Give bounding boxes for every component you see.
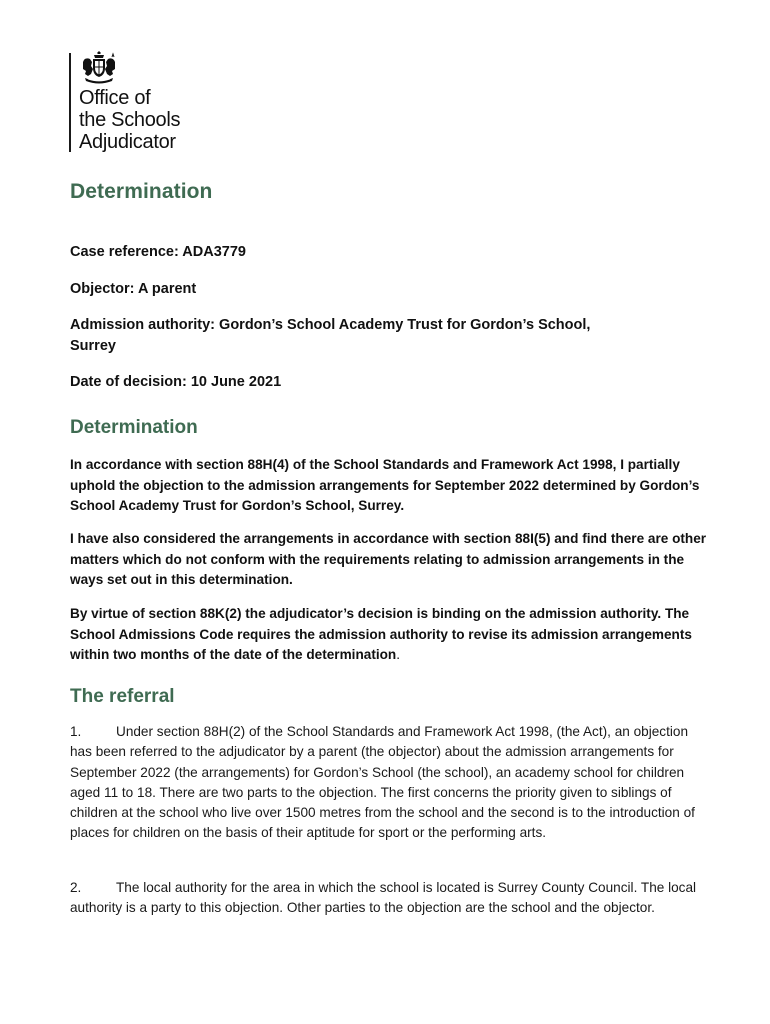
org-name-line3: Adjudicator bbox=[79, 131, 176, 153]
paragraph-text: The local authority for the area in which the school is located is Surrey County Council. The local authority is a party to this objection. Other parties to the objection are the school and the objector. bbox=[70, 880, 697, 916]
document-title: Determination bbox=[70, 180, 213, 203]
admission-authority bbox=[70, 315, 710, 357]
admission-authority-line1: Admission authority: Gordon’s School Academy Trust for Gordon’s School, bbox=[70, 317, 591, 333]
referral-heading: The referral bbox=[70, 686, 175, 707]
determination-paragraph-3-end: . bbox=[396, 647, 401, 662]
determination-paragraph-2: I have also considered the arrangements in accordance with section 88I(5) and find there are other matters which do not conform with the requirements relating to admission arrangements in the ways set out in this determination. bbox=[70, 531, 707, 587]
date-of-decision: Date of decision: 10 June 2021 bbox=[70, 374, 282, 390]
paragraph-number: 2. bbox=[70, 880, 82, 895]
determination-paragraph-3-text: By virtue of section 88K(2) the adjudicator’s decision is binding on the admission authority. The School Admissions Code requires the admission authority to revise its admission arrangements within two months of the date of the determination bbox=[70, 606, 692, 662]
determination-heading: Determination bbox=[70, 417, 198, 438]
case-reference: Case reference: ADA3779 bbox=[70, 244, 246, 260]
determination-paragraph-1: In accordance with section 88H(4) of the School Standards and Framework Act 1998, I partially uphold the objection to the admission arrangements for September 2022 determined by Gordon’s School Academy Trust for Gordon’s School, Surrey. bbox=[70, 457, 700, 513]
organisation-name bbox=[79, 87, 180, 153]
paragraph-number: 1. bbox=[70, 724, 82, 739]
royal-crest-icon bbox=[79, 50, 119, 86]
org-name-line2: the Schools bbox=[79, 109, 181, 131]
osa-logo bbox=[69, 50, 249, 154]
admission-authority-line2: Surrey bbox=[70, 338, 116, 354]
objector: Objector: A parent bbox=[70, 281, 197, 297]
paragraph-text: Under section 88H(2) of the School Standards and Framework Act 1998, (the Act), an objection has been referred to the adjudicator by a parent (the objector) about the admission arrangements for September 2022 (the arrangements) for Gordon’s School (the school), an academy school for children aged 11 to 18. There are two parts to the objection. The first concerns the priority given to siblings of children at the school who live over 1500 metres from the school and the second is to the introduction of places for children on the basis of their aptitude for sport or the performing arts. bbox=[70, 724, 695, 841]
logo-divider bbox=[69, 53, 71, 152]
determination-paragraph-3 bbox=[70, 604, 710, 666]
org-name-line1: Office of bbox=[79, 87, 151, 109]
referral-paragraph-1 bbox=[70, 722, 706, 844]
referral-paragraph-2 bbox=[70, 878, 706, 919]
